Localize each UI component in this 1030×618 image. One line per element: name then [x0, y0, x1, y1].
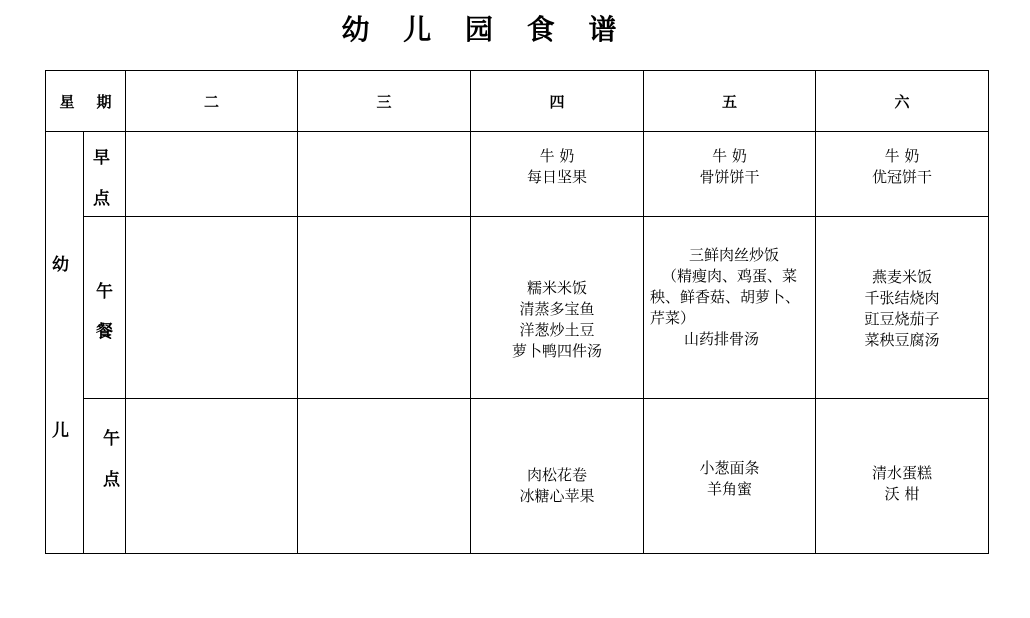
fri-breakfast-cell [644, 146, 815, 206]
thu-snack-cell [471, 399, 643, 553]
day-header-wed: 三 [376, 92, 392, 111]
meal-label-snack-1: 午 [103, 429, 120, 449]
sat-breakfast-cell [816, 146, 988, 206]
menu-item: 小葱面条 [699, 458, 760, 477]
fri-snack-cell [644, 399, 815, 553]
grid-line [125, 70, 126, 554]
menu-item: 豇豆烧茄子 [864, 309, 940, 328]
grid-line [45, 553, 989, 554]
meal-label-breakfast-2: 点 [93, 189, 110, 209]
meal-label-breakfast-1: 早 [93, 148, 110, 168]
thu-lunch-cell [471, 217, 643, 398]
menu-item: 萝卜鸭四件汤 [511, 342, 602, 360]
menu-item: 沃 柑 [884, 485, 920, 503]
menu-item: 骨饼饼干 [699, 168, 760, 186]
day-header-tue: 二 [203, 92, 219, 111]
sat-lunch-cell [816, 217, 988, 398]
menu-item: （精瘦肉、鸡蛋、菜 [662, 267, 798, 285]
meal-label-snack-2: 点 [103, 470, 120, 490]
menu-item: 燕麦米饭 [871, 267, 932, 286]
menu-item: 洋葱炒土豆 [519, 321, 595, 339]
grid-line [45, 70, 46, 554]
menu-item: 牛 奶 [884, 147, 920, 165]
weekday-label-1: 星 [59, 92, 75, 111]
page-title: 幼 儿 园 食 谱 [341, 13, 629, 46]
grid-line [988, 70, 989, 554]
meal-label-lunch-2: 餐 [96, 322, 113, 342]
menu-item: 羊角蜜 [706, 479, 752, 498]
weekday-header-cell [46, 71, 125, 131]
menu-item: 菜秧豆腐汤 [864, 330, 940, 349]
day-header-thu: 四 [549, 92, 565, 111]
menu-item: 肉松花卷 [526, 466, 587, 484]
grid-line [297, 70, 298, 554]
menu-item: 清水蛋糕 [871, 464, 932, 482]
menu-item: 山药排骨汤 [684, 330, 760, 348]
group-label-char-1: 幼 [52, 255, 69, 275]
weekday-label-2: 期 [96, 92, 112, 111]
meal-label-lunch-1: 午 [96, 282, 113, 302]
menu-item: 千张结烧肉 [864, 288, 940, 307]
menu-item: 牛 奶 [539, 147, 575, 165]
menu-item: 清蒸多宝鱼 [519, 300, 595, 318]
menu-item: 糯米米饭 [526, 279, 587, 297]
menu-item: 牛 奶 [712, 147, 747, 165]
grid-line [45, 131, 989, 132]
menu-item: 冰糖心苹果 [519, 487, 595, 505]
thu-breakfast-cell [471, 146, 643, 206]
sat-snack-cell [816, 399, 988, 553]
group-label-char-2: 儿 [52, 421, 69, 441]
menu-item: 芹菜） [650, 309, 696, 327]
menu-item: 秧、鲜香菇、胡萝卜、 [650, 288, 801, 306]
menu-item: 优冠饼干 [871, 168, 932, 186]
day-header-sat: 六 [894, 92, 910, 111]
menu-item: 每日坚果 [526, 168, 587, 186]
menu-item: 三鲜肉丝炒饭 [689, 246, 780, 264]
grid-line [83, 131, 84, 554]
fri-lunch-cell [644, 217, 815, 398]
day-header-fri: 五 [721, 92, 737, 111]
